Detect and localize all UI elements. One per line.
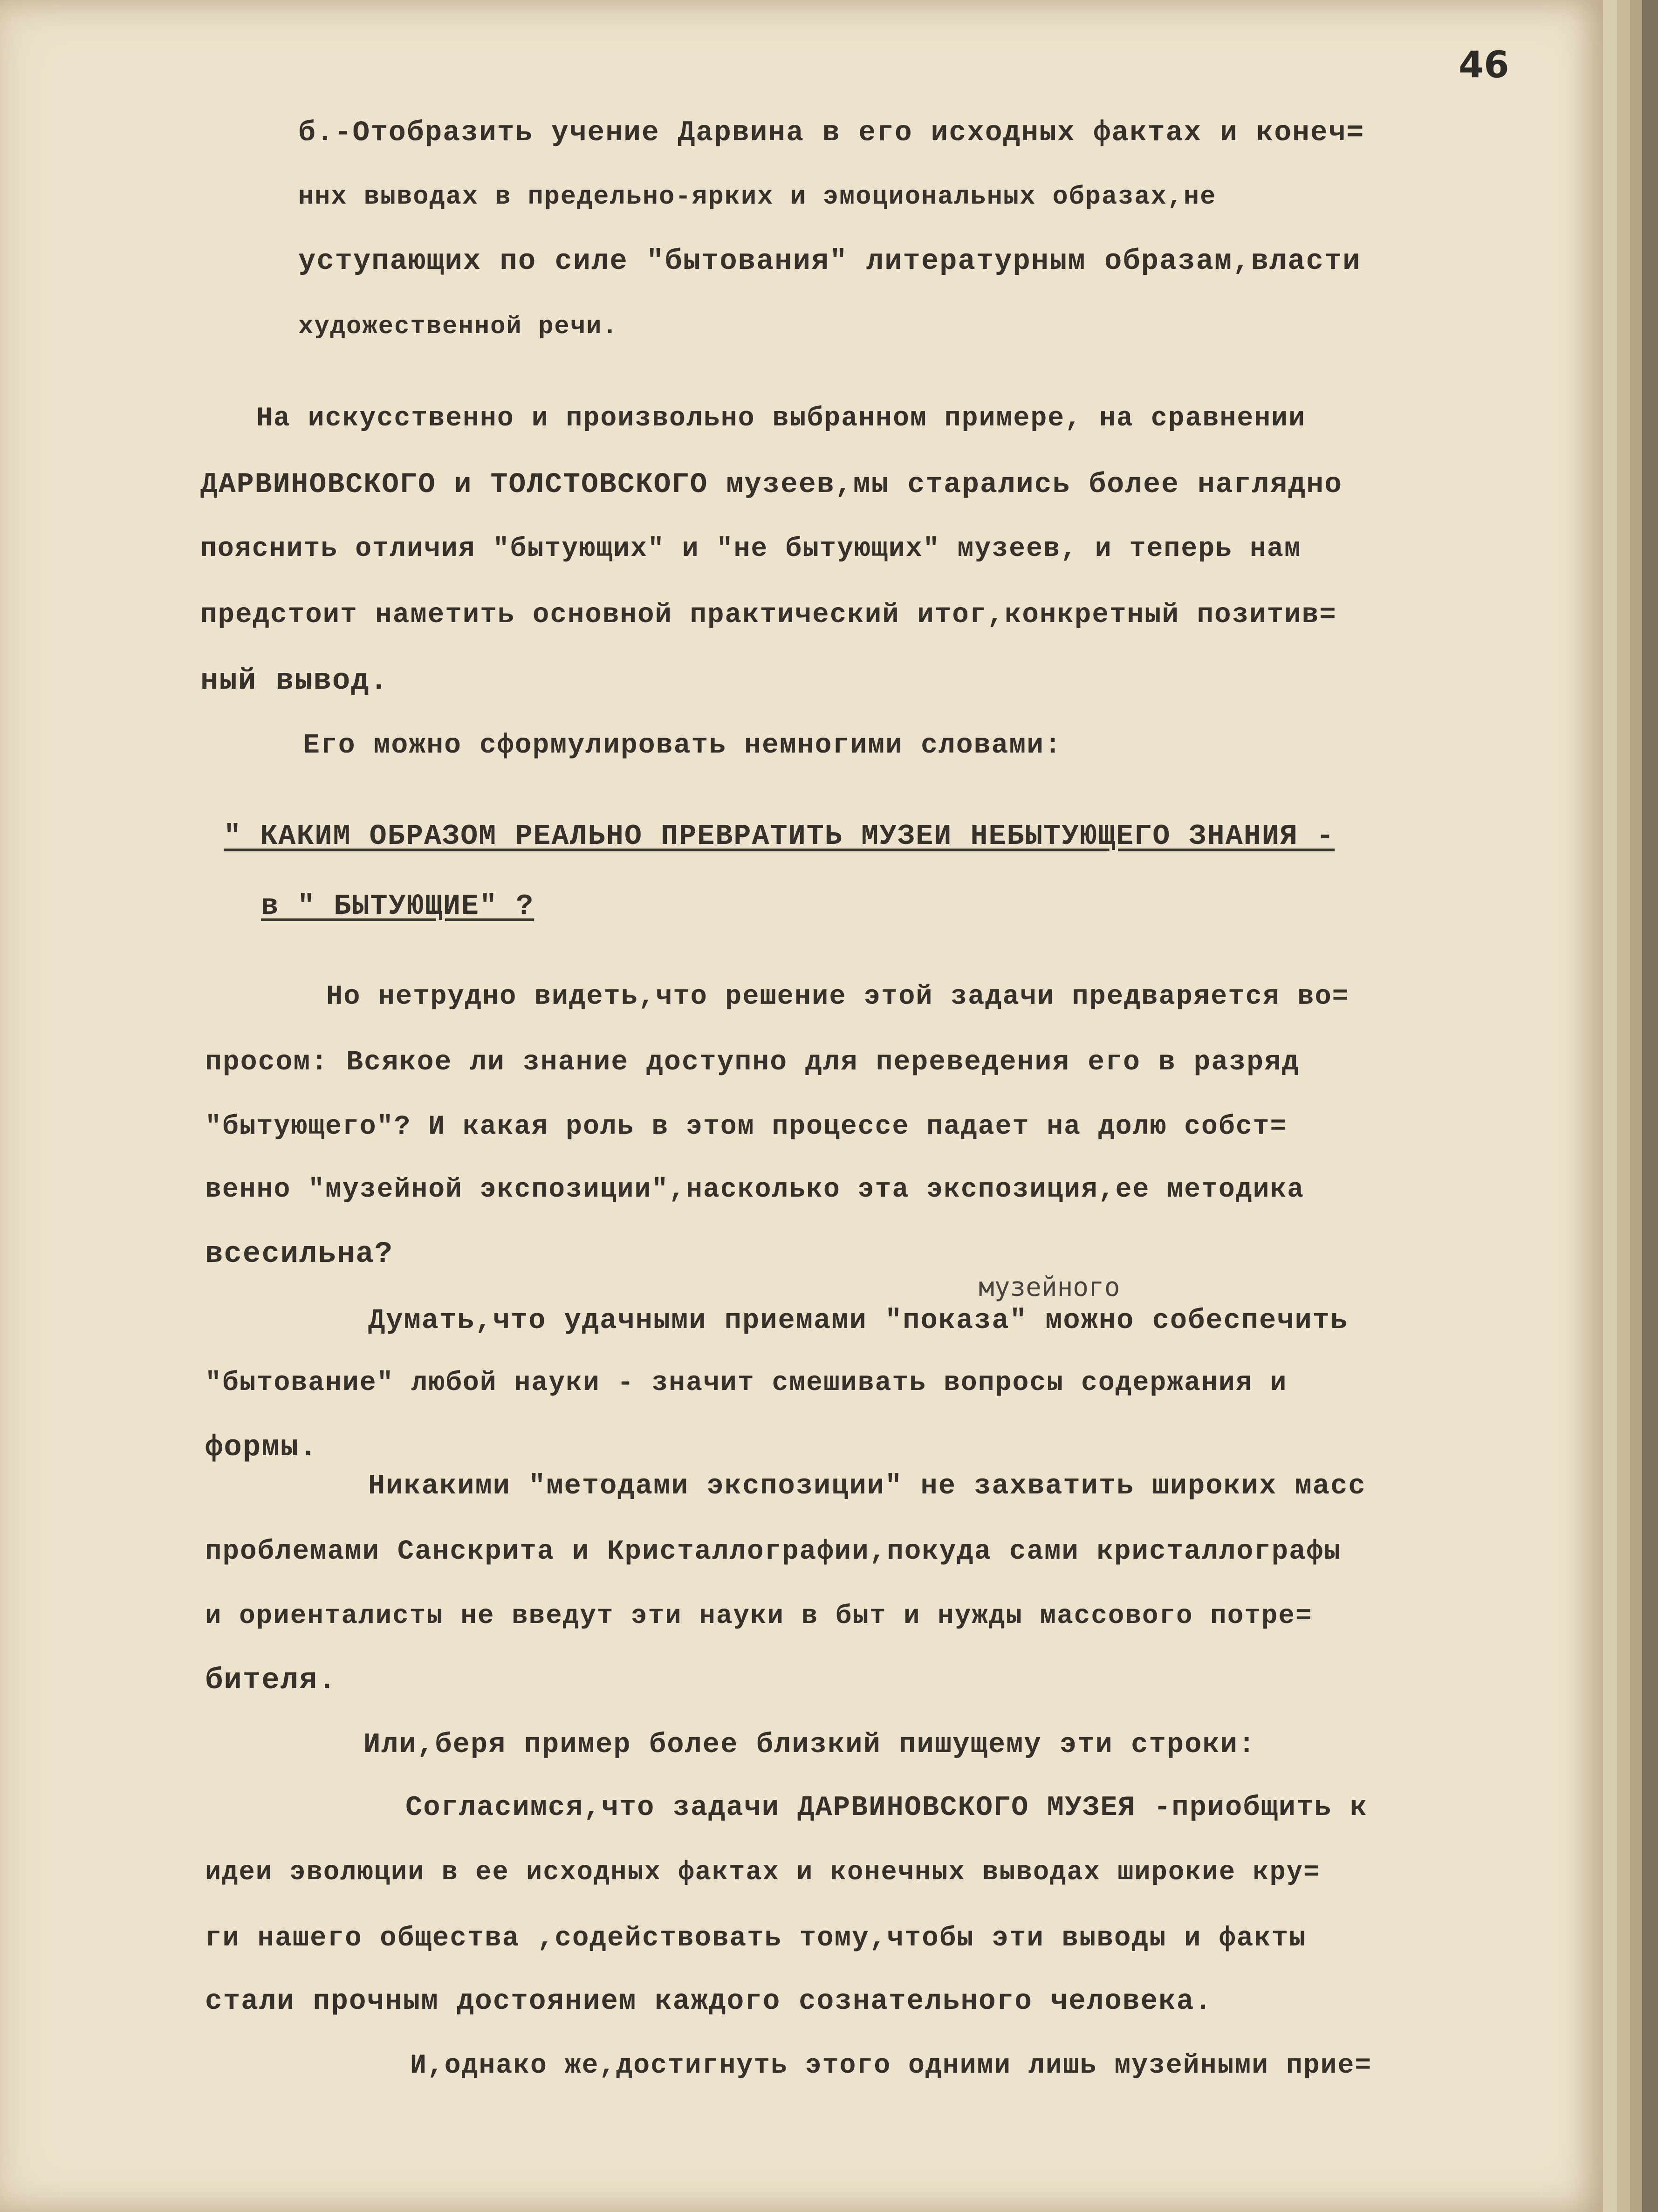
text-line: уступающих по силе "бытования" литературным образам,власти	[298, 245, 1361, 278]
page-stack-edge	[1603, 0, 1617, 2212]
text-line: Никакими "методами экспозиции" не захватить широких масс	[368, 1471, 1366, 1502]
text-line: просом: Всякое ли знание доступно для переведения его в разряд	[205, 1046, 1300, 1078]
text-line: На искусственно и произвольно выбранном примере, на сравнении	[256, 404, 1306, 434]
text-line: "бытование" любой науки - значит смешивать вопросы содержания и	[205, 1368, 1288, 1398]
text-line: венно "музейной экспозиции",насколько эта экспозиция,ее методика	[205, 1175, 1305, 1205]
text-line: идеи эволюции в ее исходных фактах и конечных выводах широкие кру=	[205, 1857, 1321, 1888]
text-line: предстоит наметить основной практический итог,конкретный позитив=	[200, 599, 1337, 630]
page-number: 46	[1459, 44, 1509, 86]
text-line: бителя.	[205, 1664, 337, 1698]
text-line: б.-Отобразить учение Дарвина в его исходных фактах и конеч=	[298, 117, 1365, 149]
text-line: ный вывод.	[200, 664, 389, 698]
page-stack-edge	[1630, 0, 1642, 2212]
text-line: стали прочным достоянием каждого сознательного человека.	[205, 1986, 1213, 2018]
text-line: "бытующего"? И какая роль в этом процессе падает на долю собст=	[205, 1112, 1288, 1142]
text-line: формы.	[205, 1431, 318, 1465]
text-line: ДАРВИНОВСКОГО и ТОЛСТОВСКОГО музеев,мы старались более наглядно	[200, 469, 1343, 501]
text-line: Согласимся,что задачи ДАРВИНОВСКОГО МУЗЕЯ -приобщить к	[405, 1792, 1368, 1824]
text-line: Думать,что удачными приемами "показа" можно собеспечить	[368, 1305, 1349, 1337]
page-stack-edge	[1642, 0, 1658, 2212]
underlined-heading: в " БЫТУЮЩИЕ" ?	[261, 890, 534, 923]
text-line: Или,беря пример более близкий пишущему эти строки:	[363, 1729, 1256, 1761]
text-line: всесильна?	[205, 1238, 394, 1271]
text-line: проблемами Санскрита и Кристаллографии,покуда сами кристаллографы	[205, 1536, 1342, 1567]
page-stack-edge	[1617, 0, 1630, 2212]
handwritten-insertion: музейного	[979, 1272, 1120, 1302]
underlined-heading: " КАКИМ ОБРАЗОМ РЕАЛЬНО ПРЕВРАТИТЬ МУЗЕИ НЕБЫТУЮЩЕГО ЗНАНИЯ -	[224, 820, 1335, 853]
text-line: ннх выводах в предельно-ярких и эмоциональных образах,не	[298, 182, 1217, 212]
text-line: художественной речи.	[298, 313, 618, 341]
text-line: Но нетрудно видеть,что решение этой задачи предваряется во=	[326, 981, 1350, 1012]
text-line: пояснить отличия "бытующих" и "не бытующих" музеев, и теперь нам	[200, 534, 1302, 564]
text-line: Его можно сформулировать немногими словами:	[303, 729, 1062, 761]
text-line: ги нашего общества ,содействовать тому,чтобы эти выводы и факты	[205, 1923, 1307, 1954]
text-line: И,однако же,достигнуть этого одними лишь музейными прие=	[410, 2051, 1372, 2081]
text-line: и ориенталисты не введут эти науки в быт и нужды массового потре=	[205, 1601, 1313, 1631]
